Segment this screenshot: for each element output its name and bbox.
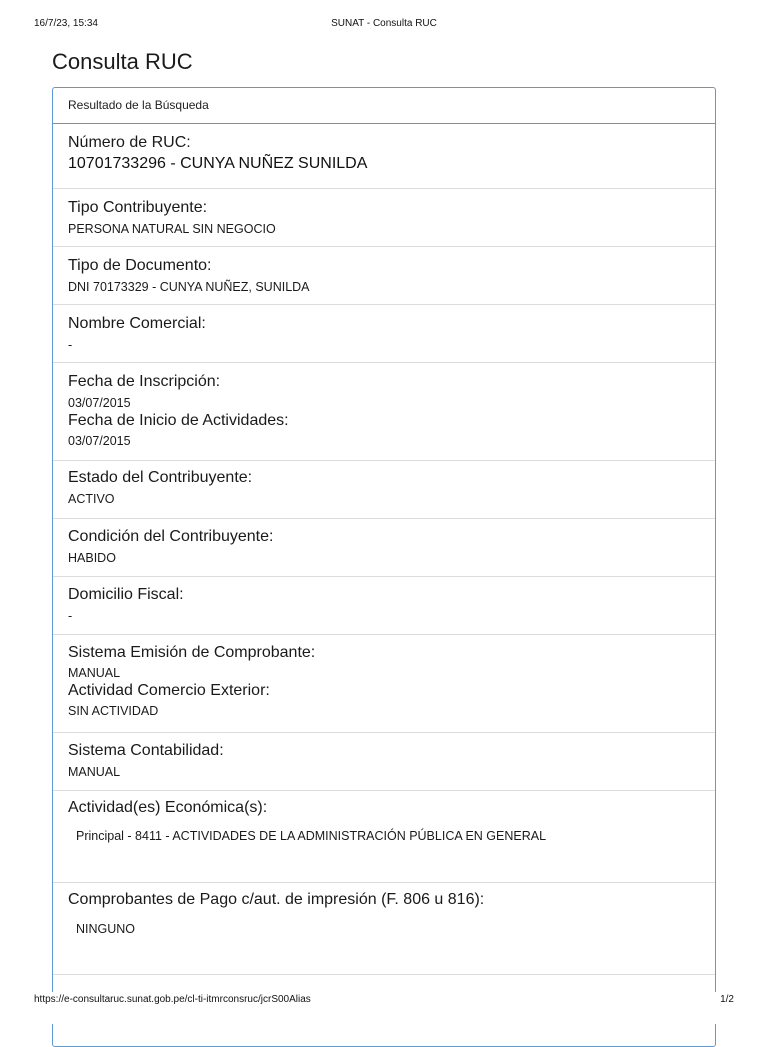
sistema-contabilidad-row	[53, 733, 715, 791]
ruc-row	[53, 124, 715, 189]
comprobantes-label: Comprobantes de Pago c/aut. de impresión (F. 806 u 816):	[68, 891, 485, 908]
sistema-contabilidad-label: Sistema Contabilidad:	[68, 742, 224, 759]
domicilio-label: Domicilio Fiscal:	[68, 586, 184, 603]
actividad-economica-value: Principal - 8411 - ACTIVIDADES DE LA ADMINISTRACIÓN PÚBLICA EN GENERAL	[76, 829, 547, 843]
fecha-inscripcion-value: 03/07/2015	[68, 396, 131, 410]
nombre-comercial-value: -	[68, 338, 73, 352]
comprobantes-row	[53, 883, 715, 975]
sistemas-row	[53, 635, 715, 733]
footer-page-number: 1/2	[720, 994, 734, 1005]
nombre-comercial-row	[53, 305, 715, 363]
sistema-emision-label: Sistema Emisión de Comprobante:	[68, 644, 316, 661]
fecha-inicio-label: Fecha de Inicio de Actividades:	[68, 412, 289, 429]
tipo-contribuyente-row	[53, 189, 715, 247]
estado-value: ACTIVO	[68, 492, 115, 506]
tipo-contribuyente-value: PERSONA NATURAL SIN NEGOCIO	[68, 222, 276, 236]
page-title: Consulta RUC	[52, 49, 193, 74]
fecha-inscripcion-label: Fecha de Inscripción:	[68, 373, 221, 390]
comercio-exterior-value: SIN ACTIVIDAD	[68, 704, 159, 718]
fechas-row	[53, 363, 715, 461]
sistema-emision-value: MANUAL	[68, 666, 121, 680]
tipo-documento-row	[53, 247, 715, 305]
ruc-label: Número de RUC:	[68, 134, 191, 151]
tipo-contribuyente-label: Tipo Contribuyente:	[68, 199, 208, 216]
comercio-exterior-label: Actividad Comercio Exterior:	[68, 682, 270, 699]
fecha-inicio-value: 03/07/2015	[68, 434, 131, 448]
domicilio-row	[53, 577, 715, 635]
print-header	[0, 0, 768, 44]
tipo-documento-label: Tipo de Documento:	[68, 257, 212, 274]
estado-row	[53, 461, 715, 519]
result-panel	[52, 87, 716, 1047]
footer-url: https://e-consultaruc.sunat.gob.pe/cl-ti-itmrconsruc/jcrS00Alias	[34, 994, 311, 1005]
print-date: 16/7/23, 15:34	[34, 18, 98, 29]
ruc-value: 10701733296 - CUNYA NUÑEZ SUNILDA	[68, 155, 368, 172]
nombre-comercial-label: Nombre Comercial:	[68, 315, 206, 332]
condicion-value: HABIDO	[68, 551, 116, 565]
sistema-contabilidad-value: MANUAL	[68, 765, 121, 779]
panel-heading: Resultado de la Búsqueda	[53, 88, 715, 124]
condicion-row	[53, 519, 715, 577]
comprobantes-value: NINGUNO	[76, 922, 136, 936]
estado-label: Estado del Contribuyente:	[68, 469, 253, 486]
condicion-label: Condición del Contribuyente:	[68, 528, 274, 545]
print-title: SUNAT - Consulta RUC	[331, 18, 437, 29]
domicilio-value: -	[68, 609, 73, 623]
tipo-documento-value: DNI 70173329 - CUNYA NUÑEZ, SUNILDA	[68, 280, 310, 294]
print-footer	[0, 992, 768, 1024]
actividad-economica-label: Actividad(es) Económica(s):	[68, 799, 268, 816]
actividad-economica-row	[53, 791, 715, 883]
